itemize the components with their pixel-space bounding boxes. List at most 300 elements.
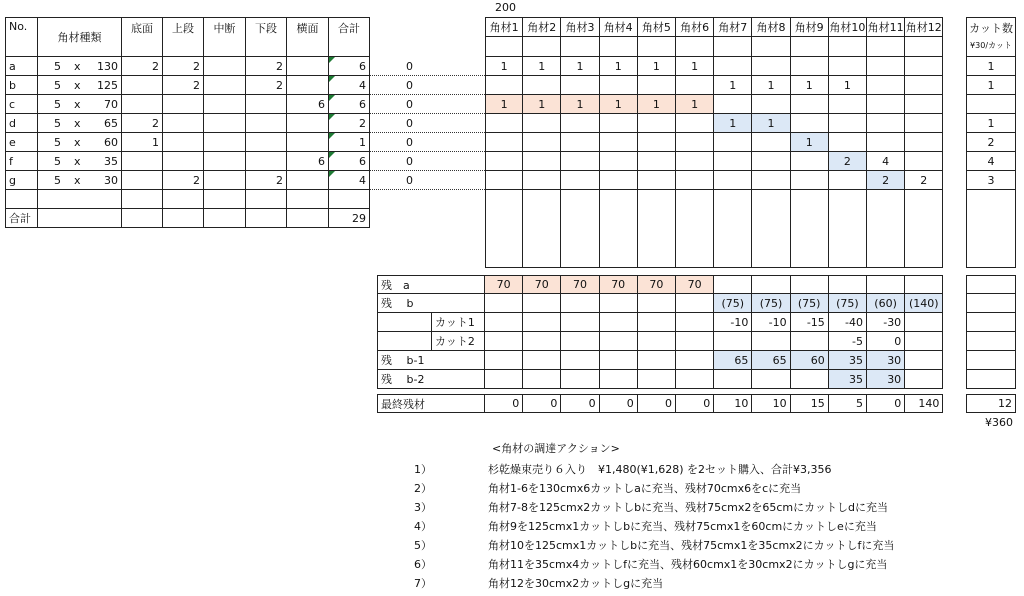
row-type[interactable] [38,133,122,152]
cut-count[interactable] [966,95,1016,114]
cut-side-empty[interactable] [966,370,1016,389]
material-cell[interactable] [523,76,561,95]
rem_b-value[interactable]: (75) [829,294,867,313]
cut-label[interactable]: カット2 [432,332,485,351]
material-cell[interactable] [867,95,905,114]
material-cell[interactable]: 1 [485,57,523,76]
material-cell[interactable]: 2 [867,171,905,190]
material-header[interactable]: 角材4 [600,17,638,37]
rem_b-label[interactable]: 残 b [377,294,485,313]
row-base[interactable] [122,95,163,114]
row-side[interactable]: 6 [287,152,329,171]
material-cell[interactable] [867,133,905,152]
material-cell[interactable]: 1 [752,76,790,95]
material-cell[interactable]: 1 [676,57,714,76]
final-cut-total[interactable]: 12 [966,394,1016,413]
material-cell[interactable] [905,57,943,76]
material-cell[interactable] [485,171,523,190]
cut1-value[interactable]: -10 [752,313,790,332]
cut2-value[interactable]: 0 [867,332,905,351]
material-empty[interactable] [829,190,867,268]
material-cell[interactable] [714,171,752,190]
rem_a-label[interactable]: 残 a [377,275,485,294]
row-side[interactable]: 6 [287,95,329,114]
material-cell[interactable]: 2 [829,152,867,171]
row-upper[interactable] [163,152,204,171]
material-cell[interactable] [829,171,867,190]
row-total[interactable]: 1 [329,133,370,152]
material-cell[interactable] [600,171,638,190]
header-blank[interactable] [905,37,943,57]
total-value[interactable]: 29 [329,209,370,228]
cut1-value[interactable] [523,313,561,332]
material-cell[interactable]: 2 [905,171,943,190]
rem_b-value[interactable]: (140) [905,294,943,313]
material-empty[interactable] [676,190,714,268]
row-total[interactable]: 6 [329,95,370,114]
row-middle[interactable] [204,114,246,133]
final-value[interactable]: 0 [867,394,905,413]
final-value[interactable]: 10 [714,394,752,413]
rem_b2-value[interactable] [600,370,638,389]
rem_b2-value[interactable] [752,370,790,389]
cut-count[interactable]: 4 [966,152,1016,171]
cut2-value[interactable] [561,332,599,351]
material-cell[interactable]: 1 [600,95,638,114]
material-cell[interactable]: 1 [485,95,523,114]
row-middle[interactable] [204,76,246,95]
material-empty[interactable] [600,190,638,268]
row-type[interactable] [38,114,122,133]
rem_b2-value[interactable] [485,370,523,389]
rem_b1-value[interactable] [905,351,943,370]
header-blank[interactable] [867,37,905,57]
row-no[interactable]: c [5,95,38,114]
material-cell[interactable] [752,152,790,171]
cut2-value[interactable] [791,332,829,351]
cut2-value[interactable] [485,332,523,351]
material-cell[interactable] [905,95,943,114]
material-cell[interactable]: 1 [752,114,790,133]
material-cell[interactable] [561,171,599,190]
row-no[interactable]: e [5,133,38,152]
rem_b1-value[interactable] [523,351,561,370]
material-cell[interactable] [714,133,752,152]
row-base[interactable]: 1 [122,133,163,152]
material-empty[interactable] [905,190,943,268]
material-cell[interactable] [676,152,714,171]
cut1-value[interactable] [638,313,676,332]
rem_b-value[interactable] [600,294,638,313]
rem_b1-value[interactable] [676,351,714,370]
material-cell[interactable] [791,152,829,171]
cut1-value[interactable] [905,313,943,332]
cut2-value[interactable] [905,332,943,351]
material-cell[interactable]: 1 [714,114,752,133]
cut1-value[interactable] [485,313,523,332]
material-cell[interactable] [791,114,829,133]
material-cell[interactable] [752,171,790,190]
rem_b-value[interactable] [561,294,599,313]
header-blank[interactable] [829,37,867,57]
cut2-value[interactable] [523,332,561,351]
header-7[interactable]: 合計 [329,17,370,57]
final-value[interactable]: 140 [905,394,943,413]
rem_b1-value[interactable]: 65 [714,351,752,370]
rem_b2-value[interactable] [905,370,943,389]
header-blank[interactable] [523,37,561,57]
cut-empty[interactable] [966,190,1016,268]
final-value[interactable]: 0 [523,394,561,413]
material-cell[interactable] [600,152,638,171]
material-cell[interactable] [829,133,867,152]
rem_a-value[interactable]: 70 [676,275,714,294]
header-6[interactable]: 横面 [287,17,329,57]
cut2-value[interactable] [638,332,676,351]
material-empty[interactable] [752,190,790,268]
rem_b2-value[interactable] [676,370,714,389]
cut1-value[interactable] [676,313,714,332]
row-no[interactable]: b [5,76,38,95]
material-header[interactable]: 角材6 [676,17,714,37]
material-empty[interactable] [561,190,599,268]
row-upper[interactable] [163,133,204,152]
material-empty[interactable] [714,190,752,268]
rem_a-value[interactable]: 70 [638,275,676,294]
row-base[interactable] [122,76,163,95]
material-cell[interactable] [867,114,905,133]
material-cell[interactable] [905,76,943,95]
material-cell[interactable] [638,133,676,152]
rem_b-value[interactable] [676,294,714,313]
row-total[interactable]: 6 [329,57,370,76]
total-cell[interactable] [163,209,204,228]
rem_a-value[interactable] [791,275,829,294]
row-no[interactable]: d [5,114,38,133]
row-no[interactable]: f [5,152,38,171]
blank-cell[interactable] [246,190,287,209]
material-empty[interactable] [485,190,523,268]
material-empty[interactable] [523,190,561,268]
total-cell[interactable] [287,209,329,228]
row-base[interactable] [122,152,163,171]
rem_b1-value[interactable] [600,351,638,370]
row-type[interactable] [38,171,122,190]
row-total[interactable]: 4 [329,76,370,95]
rem_a-value[interactable] [752,275,790,294]
cut2-value[interactable] [676,332,714,351]
cut-label-indent[interactable] [377,313,432,332]
material-cell[interactable] [638,114,676,133]
material-empty[interactable] [867,190,905,268]
material-cell[interactable] [676,171,714,190]
rem_b2-value[interactable] [714,370,752,389]
cut-count[interactable]: 1 [966,57,1016,76]
row-no[interactable]: g [5,171,38,190]
material-cell[interactable] [752,57,790,76]
material-cell[interactable] [676,76,714,95]
material-cell[interactable] [561,152,599,171]
material-cell[interactable] [829,57,867,76]
rem_b2-value[interactable] [791,370,829,389]
material-cell[interactable]: 1 [523,57,561,76]
rem_b1-value[interactable]: 30 [867,351,905,370]
material-cell[interactable] [829,95,867,114]
cut-count[interactable]: 2 [966,133,1016,152]
material-cell[interactable] [523,171,561,190]
final-value[interactable]: 10 [752,394,790,413]
material-cell[interactable]: 1 [561,95,599,114]
cut-label[interactable]: カット1 [432,313,485,332]
material-cell[interactable] [523,114,561,133]
row-base[interactable]: 2 [122,57,163,76]
final-value[interactable]: 5 [829,394,867,413]
rem_a-value[interactable] [714,275,752,294]
total-label[interactable]: 合計 [5,209,38,228]
material-header[interactable]: 角材8 [752,17,790,37]
material-cell[interactable] [485,133,523,152]
header-blank[interactable] [485,37,523,57]
material-header[interactable]: 角材10 [829,17,867,37]
row-base[interactable]: 2 [122,114,163,133]
cut2-value[interactable] [752,332,790,351]
material-cell[interactable] [600,76,638,95]
material-header[interactable]: 角材9 [791,17,829,37]
row-lower[interactable] [246,152,287,171]
header-blank[interactable] [600,37,638,57]
material-cell[interactable]: 4 [867,152,905,171]
material-cell[interactable] [638,171,676,190]
material-cell[interactable] [829,114,867,133]
total-cell[interactable] [38,209,122,228]
material-header[interactable]: 角材1 [485,17,523,37]
cut2-value[interactable] [714,332,752,351]
header-2[interactable]: 底面 [122,17,163,57]
rem_b-value[interactable]: (75) [752,294,790,313]
row-lower[interactable] [246,133,287,152]
material-empty[interactable] [791,190,829,268]
cut-count[interactable]: 1 [966,76,1016,95]
final-value[interactable]: 0 [638,394,676,413]
row-total[interactable]: 6 [329,152,370,171]
cut1-value[interactable]: -10 [714,313,752,332]
header-4[interactable]: 中断 [204,17,246,57]
rem_a-value[interactable]: 70 [561,275,599,294]
material-header[interactable]: 角材5 [638,17,676,37]
material-cell[interactable] [905,152,943,171]
cut-count[interactable]: 1 [966,114,1016,133]
header-3[interactable]: 上段 [163,17,204,57]
row-lower[interactable]: 2 [246,171,287,190]
header-blank[interactable] [676,37,714,57]
rem_a-value[interactable] [905,275,943,294]
rem_b1-value[interactable] [485,351,523,370]
row-type[interactable] [38,57,122,76]
rem_b-value[interactable]: (75) [791,294,829,313]
material-cell[interactable] [867,76,905,95]
rem_b-value[interactable]: (75) [714,294,752,313]
material-cell[interactable] [638,152,676,171]
material-cell[interactable] [638,76,676,95]
header-blank[interactable] [714,37,752,57]
rem_b-value[interactable]: (60) [867,294,905,313]
material-cell[interactable]: 1 [829,76,867,95]
rem_b-value[interactable] [485,294,523,313]
blank-cell[interactable] [329,190,370,209]
row-type[interactable] [38,152,122,171]
row-side[interactable] [287,76,329,95]
header-blank[interactable] [561,37,599,57]
blank-cell[interactable] [163,190,204,209]
material-cell[interactable]: 1 [561,57,599,76]
cut2-value[interactable]: -5 [829,332,867,351]
final-value[interactable]: 0 [485,394,523,413]
material-cell[interactable] [523,152,561,171]
row-side[interactable] [287,57,329,76]
rem_b2-label[interactable]: 残 b-2 [377,370,485,389]
row-side[interactable] [287,114,329,133]
cut1-value[interactable] [561,313,599,332]
cut1-value[interactable]: -40 [829,313,867,332]
header-blank[interactable] [791,37,829,57]
rem_a-value[interactable] [829,275,867,294]
header-blank[interactable] [752,37,790,57]
header-no[interactable]: No. [5,17,38,57]
row-type[interactable] [38,76,122,95]
total-cell[interactable] [204,209,246,228]
rem_a-value[interactable]: 70 [523,275,561,294]
blank-cell[interactable] [5,190,38,209]
material-cell[interactable] [867,57,905,76]
material-empty[interactable] [638,190,676,268]
rem_b1-label[interactable]: 残 b-1 [377,351,485,370]
rem_b1-value[interactable]: 35 [829,351,867,370]
material-cell[interactable]: 1 [638,95,676,114]
material-cell[interactable]: 1 [523,95,561,114]
rem_a-value[interactable] [867,275,905,294]
material-header[interactable]: 角材12 [905,17,943,37]
material-cell[interactable]: 1 [600,57,638,76]
final-value[interactable]: 15 [791,394,829,413]
material-cell[interactable] [561,76,599,95]
row-lower[interactable]: 2 [246,76,287,95]
row-lower[interactable]: 2 [246,57,287,76]
row-base[interactable] [122,171,163,190]
material-cell[interactable] [676,114,714,133]
final-value[interactable]: 0 [561,394,599,413]
material-header[interactable]: 角材11 [867,17,905,37]
row-middle[interactable] [204,152,246,171]
material-cell[interactable] [752,133,790,152]
rem_b2-value[interactable]: 30 [867,370,905,389]
rem_b2-value[interactable] [638,370,676,389]
blank-cell[interactable] [122,190,163,209]
blank-cell[interactable] [204,190,246,209]
material-cell[interactable] [676,133,714,152]
material-cell[interactable] [485,76,523,95]
rem_b1-value[interactable]: 60 [791,351,829,370]
cut-side-empty[interactable] [966,294,1016,313]
cut1-value[interactable]: -30 [867,313,905,332]
material-header[interactable]: 角材7 [714,17,752,37]
material-cell[interactable] [600,114,638,133]
material-cell[interactable] [714,152,752,171]
cut-side-empty[interactable] [966,313,1016,332]
rem_b2-value[interactable] [561,370,599,389]
cut-count[interactable]: 3 [966,171,1016,190]
row-no[interactable]: a [5,57,38,76]
material-cell[interactable] [714,95,752,114]
material-cell[interactable] [791,57,829,76]
material-cell[interactable]: 1 [791,76,829,95]
cut-side-empty[interactable] [966,351,1016,370]
material-header[interactable]: 角材3 [561,17,599,37]
material-cell[interactable] [561,114,599,133]
row-total[interactable]: 2 [329,114,370,133]
row-middle[interactable] [204,57,246,76]
rem_b1-value[interactable] [638,351,676,370]
cut1-value[interactable] [600,313,638,332]
material-cell[interactable]: 1 [676,95,714,114]
final-value[interactable]: 0 [676,394,714,413]
cut-header-cell[interactable] [966,17,1016,57]
material-cell[interactable] [791,171,829,190]
material-cell[interactable] [752,95,790,114]
material-cell[interactable] [791,95,829,114]
rem_a-value[interactable]: 70 [600,275,638,294]
final-label[interactable]: 最終残材 [377,394,485,413]
rem_b1-value[interactable]: 65 [752,351,790,370]
cut2-value[interactable] [600,332,638,351]
final-value[interactable]: 0 [600,394,638,413]
material-cell[interactable]: 1 [638,57,676,76]
cut-label-indent[interactable] [377,332,432,351]
cut-side-empty[interactable] [966,275,1016,294]
material-cell[interactable] [561,133,599,152]
material-cell[interactable] [714,57,752,76]
material-cell[interactable] [905,114,943,133]
row-middle[interactable] [204,95,246,114]
header-blank[interactable] [638,37,676,57]
rem_a-value[interactable]: 70 [485,275,523,294]
row-upper[interactable] [163,114,204,133]
row-side[interactable] [287,133,329,152]
material-cell[interactable] [485,152,523,171]
cut-side-empty[interactable] [966,332,1016,351]
row-upper[interactable]: 2 [163,76,204,95]
row-lower[interactable] [246,114,287,133]
material-cell[interactable] [523,133,561,152]
row-total[interactable]: 4 [329,171,370,190]
total-cell[interactable] [246,209,287,228]
rem_b1-value[interactable] [561,351,599,370]
rem_b-value[interactable] [523,294,561,313]
rem_b-value[interactable] [638,294,676,313]
row-middle[interactable] [204,171,246,190]
rem_b2-value[interactable]: 35 [829,370,867,389]
material-header[interactable]: 角材2 [523,17,561,37]
blank-cell[interactable] [38,190,122,209]
cut1-value[interactable]: -15 [791,313,829,332]
material-cell[interactable]: 1 [791,133,829,152]
row-upper[interactable]: 2 [163,171,204,190]
row-side[interactable] [287,171,329,190]
row-upper[interactable] [163,95,204,114]
total-cell[interactable] [122,209,163,228]
material-cell[interactable]: 1 [714,76,752,95]
row-upper[interactable]: 2 [163,57,204,76]
row-middle[interactable] [204,133,246,152]
